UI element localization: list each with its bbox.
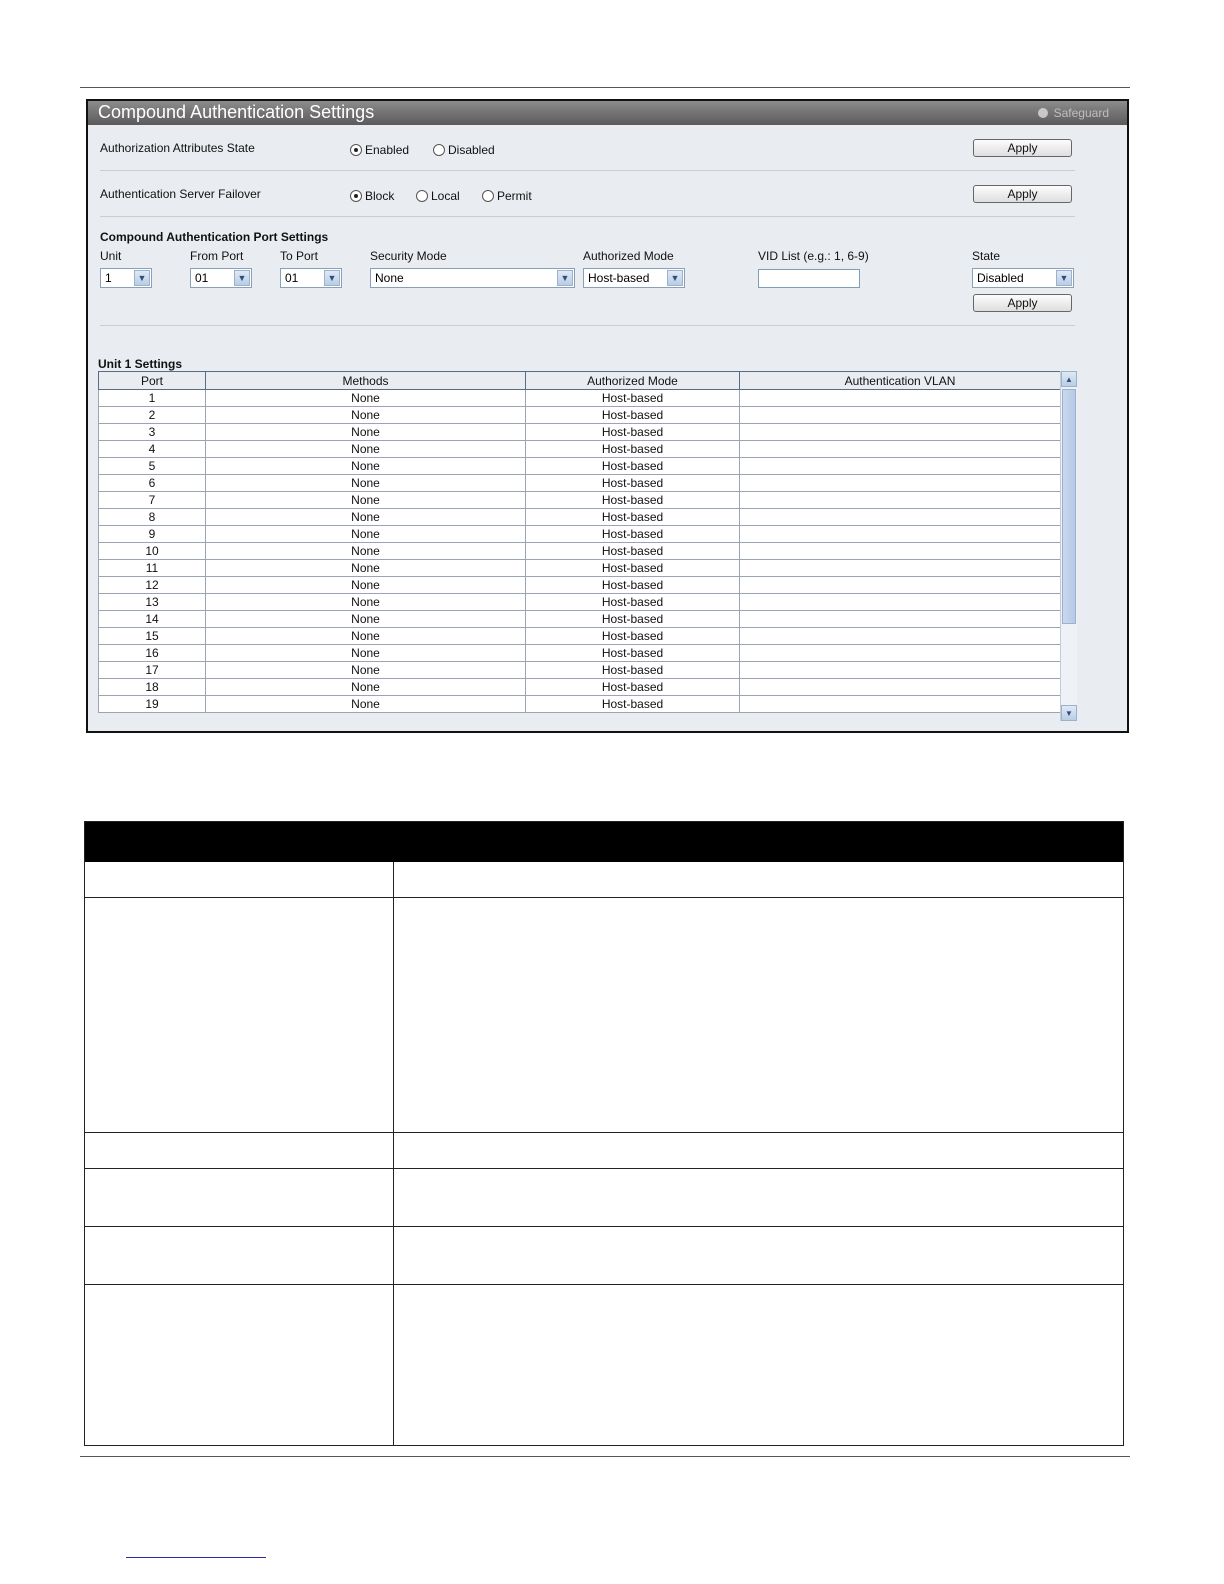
row-divider — [85, 1284, 1123, 1285]
table-row — [99, 492, 1061, 509]
cell-authentication-vlan — [740, 645, 1061, 662]
failover-local-radio[interactable] — [416, 189, 460, 203]
safeguard-label: Safeguard — [1053, 106, 1109, 120]
table-row — [99, 407, 1061, 424]
table-header-row — [99, 372, 1061, 390]
chevron-down-icon: ▼ — [234, 270, 250, 286]
cell-port: 15 — [99, 628, 206, 645]
radio-checked-icon — [350, 190, 362, 202]
cell-authentication-vlan — [740, 662, 1061, 679]
description-table-header — [85, 822, 1123, 862]
to-port-select[interactable] — [280, 268, 342, 288]
column-divider — [393, 862, 394, 1445]
table-row — [99, 645, 1061, 662]
safeguard-indicator — [1038, 106, 1109, 120]
cell-authorized-mode: Host-based — [526, 458, 740, 475]
cell-methods: None — [206, 441, 526, 458]
cell-authentication-vlan — [740, 577, 1061, 594]
compound-auth-panel — [86, 99, 1129, 733]
failover-permit-radio[interactable] — [482, 189, 532, 203]
page-title: Compound Authentication Settings — [98, 102, 375, 122]
cell-methods: None — [206, 577, 526, 594]
cell-authentication-vlan — [740, 594, 1061, 611]
bottom-rule — [80, 1456, 1130, 1457]
cell-authorized-mode: Host-based — [526, 441, 740, 458]
cell-port: 11 — [99, 560, 206, 577]
unit-label: Unit — [100, 249, 122, 263]
cell-methods: None — [206, 492, 526, 509]
cell-methods: None — [206, 407, 526, 424]
cell-authentication-vlan — [740, 407, 1061, 424]
cell-authentication-vlan — [740, 475, 1061, 492]
cell-authorized-mode: Host-based — [526, 424, 740, 441]
chevron-down-icon: ▼ — [667, 270, 683, 286]
table-row — [99, 441, 1061, 458]
cell-port: 7 — [99, 492, 206, 509]
authorized-mode-label: Authorized Mode — [583, 249, 674, 263]
top-rule — [80, 87, 1130, 88]
cell-methods: None — [206, 628, 526, 645]
cell-authorized-mode: Host-based — [526, 492, 740, 509]
cell-port: 6 — [99, 475, 206, 492]
attr-state-apply-button[interactable]: Apply — [973, 139, 1072, 157]
table-scrollbar[interactable] — [1060, 371, 1077, 721]
chevron-down-icon: ▼ — [557, 270, 573, 286]
cell-methods: None — [206, 390, 526, 407]
failover-label: Authentication Server Failover — [100, 187, 261, 201]
to-port-label: To Port — [280, 249, 319, 263]
cell-authentication-vlan — [740, 696, 1061, 713]
cell-port: 12 — [99, 577, 206, 594]
table-row — [99, 509, 1061, 526]
cell-methods: None — [206, 458, 526, 475]
port-settings-heading: Compound Authentication Port Settings — [100, 230, 329, 244]
cell-methods: None — [206, 526, 526, 543]
cell-authentication-vlan — [740, 492, 1061, 509]
cell-authentication-vlan — [740, 441, 1061, 458]
authorized-mode-select-value: Host-based — [588, 271, 650, 285]
table-row — [99, 594, 1061, 611]
cell-methods: None — [206, 594, 526, 611]
unit-select-value: 1 — [105, 271, 112, 285]
cell-authorized-mode: Host-based — [526, 662, 740, 679]
radio-checked-icon — [350, 144, 362, 156]
table-row — [99, 577, 1061, 594]
chevron-down-icon[interactable]: ▼ — [1061, 705, 1077, 721]
cell-authorized-mode: Host-based — [526, 645, 740, 662]
cell-port: 5 — [99, 458, 206, 475]
description-table — [84, 821, 1124, 1446]
cell-authorized-mode: Host-based — [526, 594, 740, 611]
cell-port: 1 — [99, 390, 206, 407]
divider — [100, 325, 1075, 326]
cell-port: 14 — [99, 611, 206, 628]
state-select-value: Disabled — [977, 271, 1024, 285]
cell-authentication-vlan — [740, 424, 1061, 441]
radio-unchecked-icon — [416, 190, 428, 202]
table-row — [99, 424, 1061, 441]
scrollbar-thumb[interactable] — [1062, 389, 1076, 624]
security-mode-select-value: None — [375, 271, 404, 285]
radio-label: Local — [431, 189, 460, 203]
chevron-down-icon: ▼ — [1056, 270, 1072, 286]
chevron-up-icon[interactable]: ▲ — [1061, 371, 1077, 387]
vid-list-label: VID List (e.g.: 1, 6-9) — [758, 249, 869, 263]
cell-port: 8 — [99, 509, 206, 526]
cell-port: 4 — [99, 441, 206, 458]
cell-authorized-mode: Host-based — [526, 560, 740, 577]
cell-methods: None — [206, 424, 526, 441]
cell-authentication-vlan — [740, 526, 1061, 543]
cell-authorized-mode: Host-based — [526, 628, 740, 645]
attr-state-disabled-radio[interactable] — [433, 143, 495, 157]
cell-methods: None — [206, 475, 526, 492]
chevron-down-icon: ▼ — [324, 270, 340, 286]
security-mode-label: Security Mode — [370, 249, 447, 263]
table-row — [99, 628, 1061, 645]
from-port-select[interactable] — [190, 268, 252, 288]
unit-settings-table — [98, 371, 1061, 713]
cell-authentication-vlan — [740, 458, 1061, 475]
table-row — [99, 390, 1061, 407]
from-port-select-value: 01 — [195, 271, 209, 285]
port-settings-apply-button[interactable]: Apply — [973, 294, 1072, 312]
row-divider — [85, 1132, 1123, 1133]
cell-methods: None — [206, 696, 526, 713]
cell-port: 9 — [99, 526, 206, 543]
cell-authorized-mode: Host-based — [526, 390, 740, 407]
cell-port: 10 — [99, 543, 206, 560]
cell-port: 13 — [99, 594, 206, 611]
row-divider — [85, 897, 1123, 898]
state-select[interactable] — [972, 268, 1074, 288]
cell-authentication-vlan — [740, 509, 1061, 526]
footer-link-underline — [126, 1557, 266, 1558]
cell-authentication-vlan — [740, 560, 1061, 577]
cell-port: 17 — [99, 662, 206, 679]
table-row — [99, 611, 1061, 628]
cell-methods: None — [206, 679, 526, 696]
cell-authentication-vlan — [740, 390, 1061, 407]
cell-authorized-mode: Host-based — [526, 407, 740, 424]
cell-methods: None — [206, 662, 526, 679]
authorized-mode-select[interactable] — [583, 268, 685, 288]
radio-label: Permit — [497, 189, 532, 203]
radio-label: Disabled — [448, 143, 495, 157]
cell-authentication-vlan — [740, 679, 1061, 696]
cell-methods: None — [206, 543, 526, 560]
panel-title-bar — [88, 101, 1127, 125]
cell-authorized-mode: Host-based — [526, 543, 740, 560]
cell-authorized-mode: Host-based — [526, 526, 740, 543]
row-divider — [85, 1226, 1123, 1227]
column-header-authorized-mode: Authorized Mode — [526, 372, 740, 390]
cell-authentication-vlan — [740, 543, 1061, 560]
table-row — [99, 458, 1061, 475]
table-row — [99, 543, 1061, 560]
cell-port: 16 — [99, 645, 206, 662]
attr-state-enabled-radio[interactable] — [350, 143, 409, 157]
cell-authentication-vlan — [740, 628, 1061, 645]
cell-methods: None — [206, 560, 526, 577]
cell-methods: None — [206, 509, 526, 526]
table-row — [99, 560, 1061, 577]
state-label: State — [972, 249, 1001, 263]
chevron-down-icon: ▼ — [134, 270, 150, 286]
unit-select[interactable] — [100, 268, 152, 288]
failover-block-radio[interactable] — [350, 189, 394, 203]
column-header-methods: Methods — [206, 372, 526, 390]
cell-port: 2 — [99, 407, 206, 424]
failover-apply-button[interactable]: Apply — [973, 185, 1072, 203]
cell-authorized-mode: Host-based — [526, 577, 740, 594]
unit-settings-title: Unit 1 Settings — [98, 357, 183, 371]
attr-state-label: Authorization Attributes State — [100, 141, 255, 155]
divider — [100, 170, 1075, 171]
cell-methods: None — [206, 645, 526, 662]
cell-authorized-mode: Host-based — [526, 679, 740, 696]
radio-unchecked-icon — [482, 190, 494, 202]
table-row — [99, 475, 1061, 492]
cell-authorized-mode: Host-based — [526, 696, 740, 713]
radio-label: Enabled — [365, 143, 410, 157]
from-port-label: From Port — [190, 249, 244, 263]
table-row — [99, 679, 1061, 696]
safeguard-icon — [1038, 108, 1048, 118]
column-header-authentication-vlan: Authentication VLAN — [740, 372, 1061, 390]
cell-port: 19 — [99, 696, 206, 713]
to-port-select-value: 01 — [285, 271, 299, 285]
radio-label: Block — [365, 189, 395, 203]
divider — [100, 216, 1075, 217]
radio-unchecked-icon — [433, 144, 445, 156]
security-mode-select[interactable] — [370, 268, 575, 288]
cell-authorized-mode: Host-based — [526, 611, 740, 628]
cell-authorized-mode: Host-based — [526, 509, 740, 526]
cell-port: 3 — [99, 424, 206, 441]
row-divider — [85, 1168, 1123, 1169]
table-row — [99, 696, 1061, 713]
table-row — [99, 662, 1061, 679]
column-header-port: Port — [99, 372, 206, 390]
table-row — [99, 526, 1061, 543]
cell-methods: None — [206, 611, 526, 628]
vid-list-input[interactable] — [758, 269, 860, 288]
cell-authentication-vlan — [740, 611, 1061, 628]
cell-authorized-mode: Host-based — [526, 475, 740, 492]
cell-port: 18 — [99, 679, 206, 696]
